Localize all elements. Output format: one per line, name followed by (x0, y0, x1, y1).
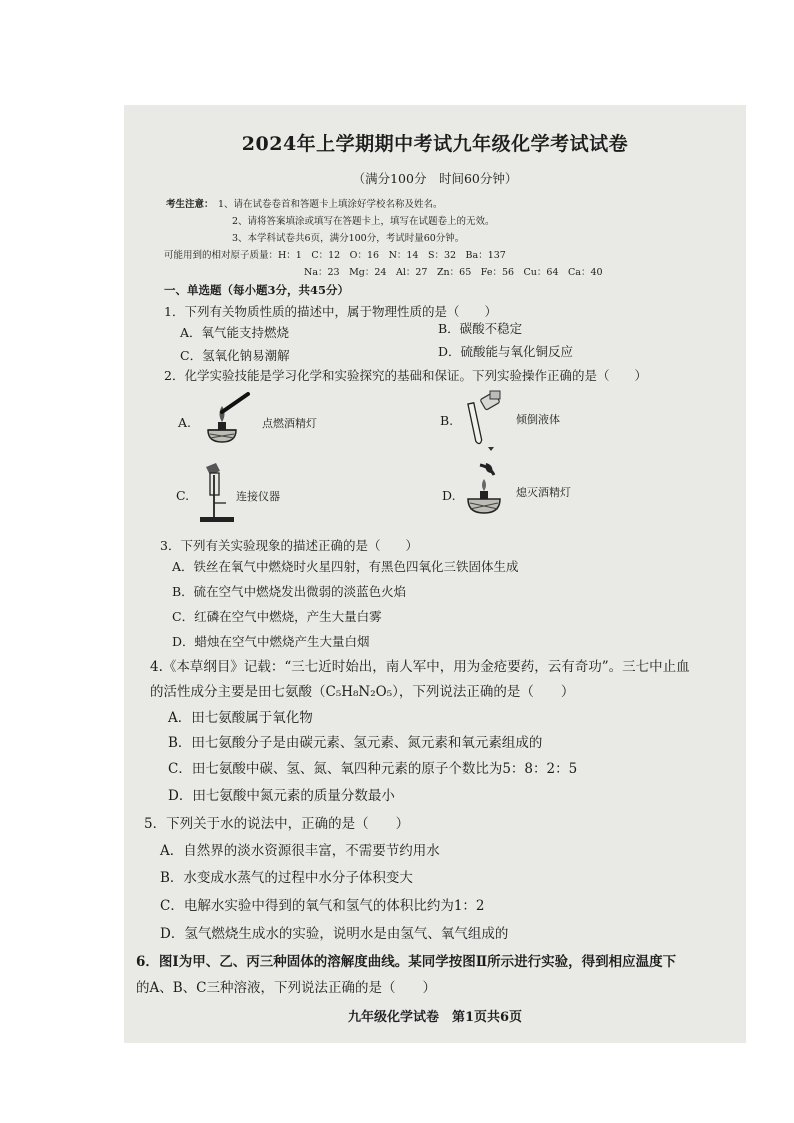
page-footer: 九年级化学试卷 第1页共6页 (347, 1010, 523, 1025)
q2-option-b-label: 倾倒液体 (516, 413, 560, 426)
q4-option-b: B．田七氨酸分子是由碳元素、氢元素、氮元素和氧元素组成的 (168, 735, 543, 751)
atomic-masses-line-2: Na：23 Mg：24 Al：27 Zn：65 Fe：56 Cu：64 Ca：40 (304, 267, 603, 278)
q5-option-a: A．自然界的淡水资源很丰富，不需要节约用水 (160, 843, 440, 859)
q6-stem-line-2: 的A、B、C三种溶液，下列说法正确的是（ ） (136, 980, 436, 996)
notice-label: 考生注意： (166, 199, 214, 210)
notice-item-2: 2、请将答案填涂或填写在答题卡上，填写在试题卷上的无效。 (232, 216, 495, 227)
q2-option-c-letter: C. (176, 488, 190, 503)
q3-option-d: D．蜡烛在空气中燃烧产生大量白烟 (172, 634, 370, 649)
exam-title: 2024年上学期期中考试九年级化学考试试卷 (241, 133, 629, 155)
q1-option-b: B．碳酸不稳定 (438, 321, 523, 336)
q2-option-a-letter: A. (178, 415, 192, 430)
alcohol-lamp-lighting-figure (198, 390, 254, 446)
q1-option-c: C．氢氧化钠易潮解 (180, 348, 290, 363)
q5-option-d: D．氢气燃烧生成水的实验，说明水是由氢气、氧气组成的 (160, 926, 509, 942)
notice-item-3: 3、本学科试卷共6页，满分100分，考试时量60分钟。 (232, 233, 465, 244)
q2-stem: 2．化学实验技能是学习化学和实验探究的基础和保证。下列实验操作正确的是（ ） (164, 368, 647, 383)
section-single-choice-header: 一、单选题（每小题3分，共45分） (164, 283, 350, 297)
q3-option-b: B．硫在空气中燃烧发出微弱的淡蓝色火焰 (172, 584, 407, 599)
q4-stem-line-2: 的活性成分主要是田七氨酸（C₅H₈N₂O₅），下列说法正确的是（ ） (150, 684, 575, 700)
q4-stem-line-1: 4.《本草纲目》记载：“三七近时始出，南人军中，用为金疮要药，云有奇功”。三七中止血 (150, 659, 690, 675)
notice-item-1: 1、请在试卷卷首和答题卡上填涂好学校名称及姓名。 (218, 199, 443, 210)
q3-option-c: C．红磷在空气中燃烧，产生大量白雾 (172, 609, 382, 624)
q6-stem-line-1: 6．图Ⅰ为甲、乙、丙三种固体的溶解度曲线。某同学按图Ⅱ所示进行实验，得到相应温度下 (136, 954, 677, 970)
q1-stem: 1．下列有关物质性质的描述中，属于物理性质的是（ ） (164, 304, 497, 319)
q2-option-d-letter: D. (442, 488, 456, 503)
extinguishing-lamp-figure (460, 461, 514, 523)
q5-option-c: C．电解水实验中得到的氧气和氢气的体积比约为1：2 (160, 898, 485, 914)
q4-option-a: A．田七氨酸属于氧化物 (168, 710, 313, 726)
atomic-masses-line-1: 可能用到的相对原子质量：H：1 C：12 O：16 N：14 S：32 Ba：137 (164, 250, 506, 261)
q2-option-a-label: 点燃酒精灯 (262, 417, 317, 430)
q3-stem: 3．下列有关实验现象的描述正确的是（ ） (160, 538, 418, 553)
pouring-liquid-figure (460, 389, 520, 453)
q2-option-c-label: 连接仪器 (236, 490, 280, 503)
q2-option-b-letter: B. (440, 413, 454, 428)
connecting-apparatus-figure (194, 461, 240, 527)
exam-subtitle: （满分100分 时间60分钟） (352, 171, 518, 186)
q5-option-b: B．水变成水蒸气的过程中水分子体积变大 (160, 870, 413, 886)
q4-option-d: D．田七氨酸中氮元素的质量分数最小 (168, 788, 395, 804)
q1-option-a: A．氧气能支持燃烧 (180, 325, 290, 340)
exam-page (124, 105, 746, 1043)
q3-option-a: A．铁丝在氧气中燃烧时火星四射，有黑色四氧化三铁固体生成 (172, 559, 519, 574)
q1-option-d: D．硫酸能与氧化铜反应 (438, 344, 574, 359)
q4-option-c: C．田七氨酸中碳、氢、氮、氧四种元素的原子个数比为5：8：2：5 (168, 761, 578, 777)
q2-option-d-label: 熄灭酒精灯 (516, 486, 571, 499)
q5-stem: 5．下列关于水的说法中，正确的是（ ） (144, 816, 410, 832)
